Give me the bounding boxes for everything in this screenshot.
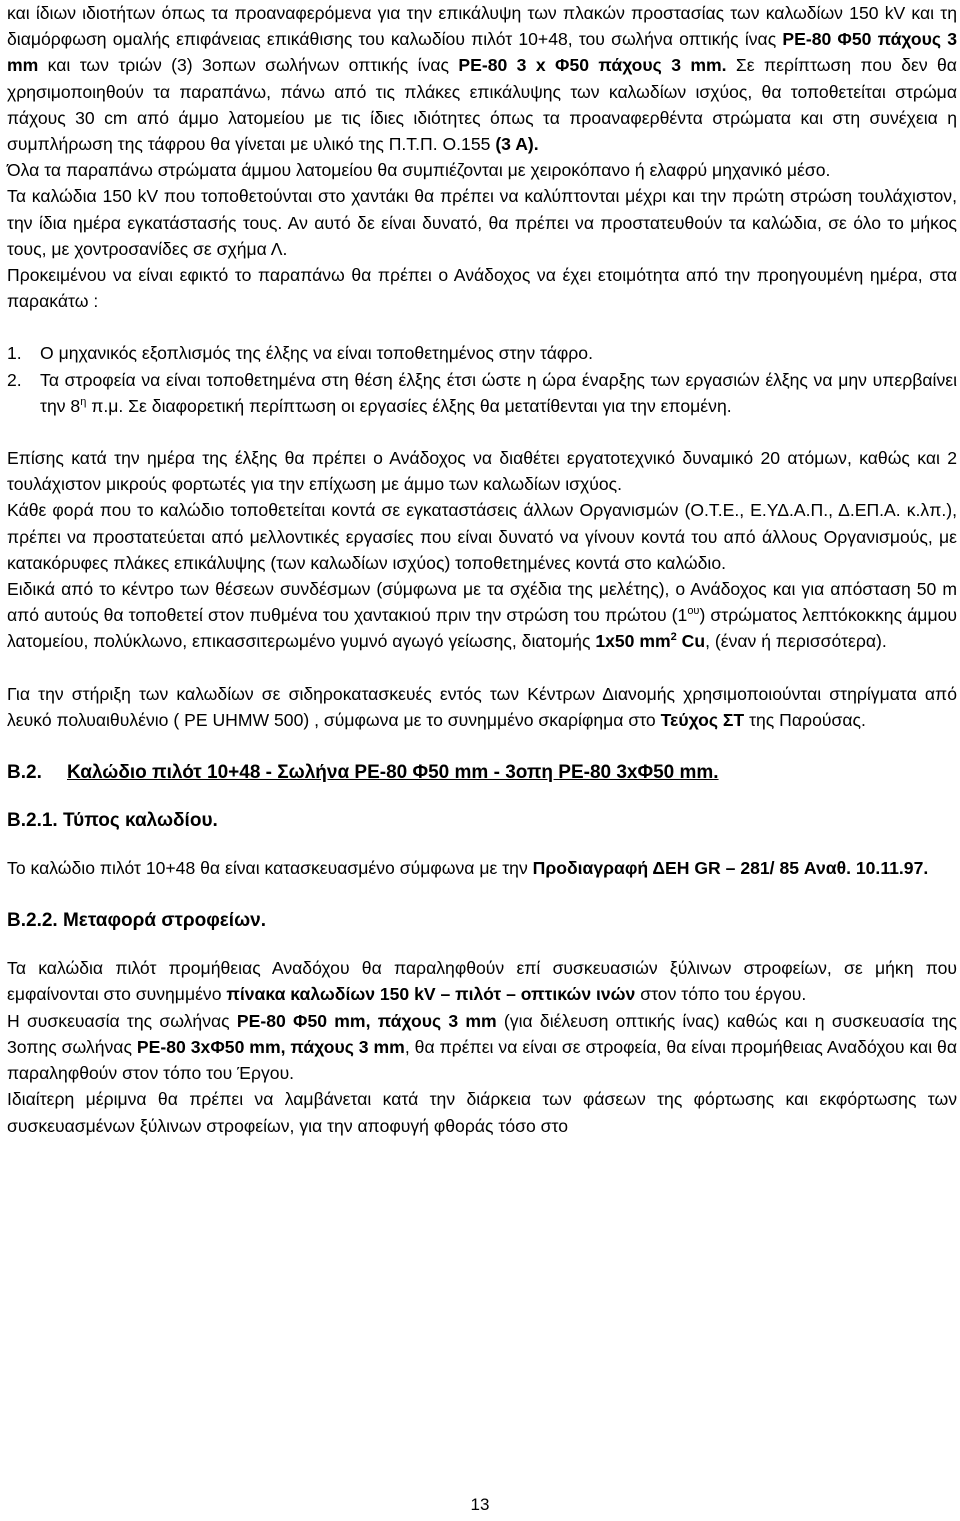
spacer <box>7 935 957 955</box>
heading-title: Καλώδιο πιλότ 10+48 - Σωλήνα PE-80 Φ50 mm - 3οπη PE-80 3xΦ50 mm. <box>67 762 719 784</box>
paragraph-handling-care: Ιδιαίτερη μέριμνα θα πρέπει να λαμβάνεται κατά την διάρκεια των φάσεων της φόρτωσης και εκφόρτωσης των συσκευασμένων ξύλινων στροφείων, για την αποφυγή φθοράς τόσο στο <box>7 1089 957 1136</box>
text-run: Το καλώδιο πιλότ 10+48 θα είναι κατασκευασμένο σύμφωνα με την <box>7 858 533 879</box>
paragraph-grounding <box>7 576 957 655</box>
spacer <box>7 655 957 681</box>
spacer <box>7 881 957 907</box>
bold-run: πίνακα καλωδίων 150 kV – πιλότ – οπτικών ινών <box>226 984 636 1005</box>
spacer <box>7 419 957 445</box>
text-run: και των τριών (3) 3οπων σωλήνων οπτικής ίνας <box>38 55 459 76</box>
list-item <box>7 367 957 419</box>
document-page <box>7 0 957 1139</box>
text-run: Για την στήριξη των καλωδίων σε σιδηροκατασκευές εντός των Κέντρων Διανομής χρησιμοποιούνται στηρίγματα από λευκό πολυαιθυλένιο ( PE UHMW 500) , σύμφωνα με το συνημμένο σκαρίφημα στο <box>7 683 957 730</box>
bold-run: Προδιαγραφή ΔΕΗ GR – 281/ 85 Αναθ. 10.11.97. <box>532 858 929 879</box>
heading-b22: Β.2.2. Μεταφορά στροφείων. <box>7 910 266 932</box>
paragraph-cable-cover: Τα καλώδια 150 kV που τοποθετούνται στο χαντάκι θα πρέπει να καλύπτονται μέχρι και την πρώτη στρώση τουλάχιστον, την ίδια ημέρα εγκατάστασής τους. Αν αυτό δε είναι δυνατό, θα πρέπει να προστατευθούν τα καλώδια, σε όλο το μήκος τους, με χοντροσανίδες σε σχήμα Λ. <box>7 186 957 259</box>
text-run: στον τόπο του έργου. <box>635 984 807 1005</box>
spacer <box>7 835 957 855</box>
bold-run: PE-80 3xΦ50 mm, πάχους 3 mm <box>136 1036 405 1057</box>
paragraph-drums-delivery <box>7 955 957 1007</box>
bold-run: (3 Α). <box>495 134 539 155</box>
list-text: Τα στροφεία να είναι τοποθετημένα στη θέση έλξης έτσι ώστε η ώρα έναρξης των εργασιών έλξης να μην υπερβαίνει την 8 <box>40 369 957 416</box>
bold-run: Τεύχος ΣΤ <box>660 709 745 730</box>
text-run: Σε περίπτωση που δεν θα χρησιμοποιηθούν τα παραπάνω, πάνω από τις πλάκες επικάλυψης των καλωδίων ισχύος, θα τοποθετείται στρώμα πάχους 30 cm από άμμο λατομείου με τις ίδιες ιδιότητες όπως τα προαναφερθέντα στρώματα και στη συνέχεια η συμπλήρωση της τάφρου θα γίνεται με υλικό της Π.Τ.Π. Ο.155 <box>7 55 957 155</box>
list-text: π.μ. Σε διαφορετική περίπτωση οι εργασίες έλξης θα μετατίθενται για την επομένη. <box>86 395 732 416</box>
spacer <box>7 733 957 759</box>
heading-b2 <box>7 759 957 787</box>
text-run: (για διέλευση οπτικής ίνας) καθώς και η συσκευασία της 3οπης σωλήνας <box>7 1010 957 1057</box>
text-run: Ειδικά από το κέντρο των θέσεων συνδέσμων (σύμφωνα με τα σχέδια της μελέτης), ο Ανάδοχος και για απόσταση 50 m από αυτούς θα τοποθετεί στον πυθμένα του χαντακιού πριν την στρώση του πρώτου (1 <box>7 579 957 626</box>
text-run: , (έναν ή περισσότερα). <box>705 631 887 652</box>
paragraph-other-organisations: Κάθε φορά που το καλώδιο τοποθετείται κοντά σε εγκαταστάσεις άλλων Οργανισμών (Ο.Τ.Ε., Ε.ΥΔ.Α.Π., Δ.ΕΠ.Α. κ.λπ.), πρέπει να προστατεύεται από μελλοντικές εργασίες που είναι δυνατό να γίνουν κοντά του από άλλους Οργανισμούς, με κατακόρυφες πλάκες επικάλυψης (των καλωδίων ισχύος) τοποθετημένες κοντά στο καλώδιο. <box>7 500 957 573</box>
list-number: 2. <box>7 369 22 390</box>
text-run: ) στρώματος λεπτόκοκκης άμμου λατομείου, πολύκλωνο, επικασσιτερωμένο γυμνό αγωγό γείωσης, διατομής <box>7 605 957 652</box>
superscript: 2 <box>670 631 677 644</box>
text-run: και ίδιων ιδιοτήτων όπως τα προαναφερόμενα για την επικάλυψη των πλακών προστασίας των καλωδίων 150 kV και τη διαμόρφωση ομαλής επιφάνειας επικάθισης του καλωδίου πιλότ 10+48, του σωλήνα οπτικής ίνας <box>7 3 957 50</box>
bold-run: PE-80 Φ50 πάχους 3 mm <box>7 29 957 76</box>
text-run: της Παρούσας. <box>744 709 866 730</box>
paragraph-readiness: Προκειμένου να είναι εφικτό το παραπάνω θα πρέπει ο Ανάδοχος να έχει ετοιμότητα από την προηγουμένη ημέρα, στα παρακάτω : <box>7 265 957 312</box>
heading-b21: Β.2.1. Τύπος καλωδίου. <box>7 810 218 832</box>
bold-run: PE-80 3 x Φ50 πάχους 3 mm. <box>458 55 727 76</box>
superscript: η <box>80 395 87 408</box>
heading-number: Β.2. <box>7 762 42 784</box>
text-run: , θα πρέπει να είναι σε στροφεία, θα είναι προμήθειας Αναδόχου και θα παραληφθούν στον τόπο του Έργου. <box>7 1036 958 1084</box>
spacer <box>7 314 957 340</box>
paragraph-workforce: Επίσης κατά την ημέρα της έλξης θα πρέπει ο Ανάδοχος να διαθέτει εργατοτεχνικό δυναμικό 20 ατόμων, καθώς και 2 τουλάχιστον μικρούς φορτωτές για την επίχωση με άμμο των καλωδίων ισχύος. <box>7 448 957 495</box>
bold-run: Cu <box>676 631 706 652</box>
paragraph-compaction: Όλα τα παραπάνω στρώματα άμμου λατομείου θα συμπιέζονται με χειροκόπανο ή ελαφρύ μηχανικό μέσο. <box>7 160 831 181</box>
paragraph-trench-fill <box>7 0 957 157</box>
list-number: 1. <box>7 343 22 364</box>
text-run: Τα καλώδια πιλότ προμήθειας Αναδόχου θα παραληφθούν επί συσκευασιών ξύλινων στροφείων, σε μήκη που εμφαίνονται στο συνημμένο <box>7 958 957 1005</box>
page-number: 13 <box>470 1495 490 1514</box>
spacer <box>7 787 957 807</box>
list-text: Ο μηχανικός εξοπλισμός της έλξης να είναι τοποθετημένος στην τάφρο. <box>40 343 593 364</box>
paragraph-cable-spec <box>7 855 957 881</box>
text-run: Η συσκευασία της σωλήνας <box>7 1010 237 1031</box>
paragraph-pipe-packaging <box>7 1008 957 1087</box>
paragraph-supports <box>7 681 957 733</box>
superscript: ου <box>687 605 700 618</box>
bold-run: PE-80 Φ50 mm, πάχους 3 mm <box>236 1010 497 1031</box>
bold-run: 1x50 mm <box>595 631 671 652</box>
list-item <box>7 340 957 366</box>
